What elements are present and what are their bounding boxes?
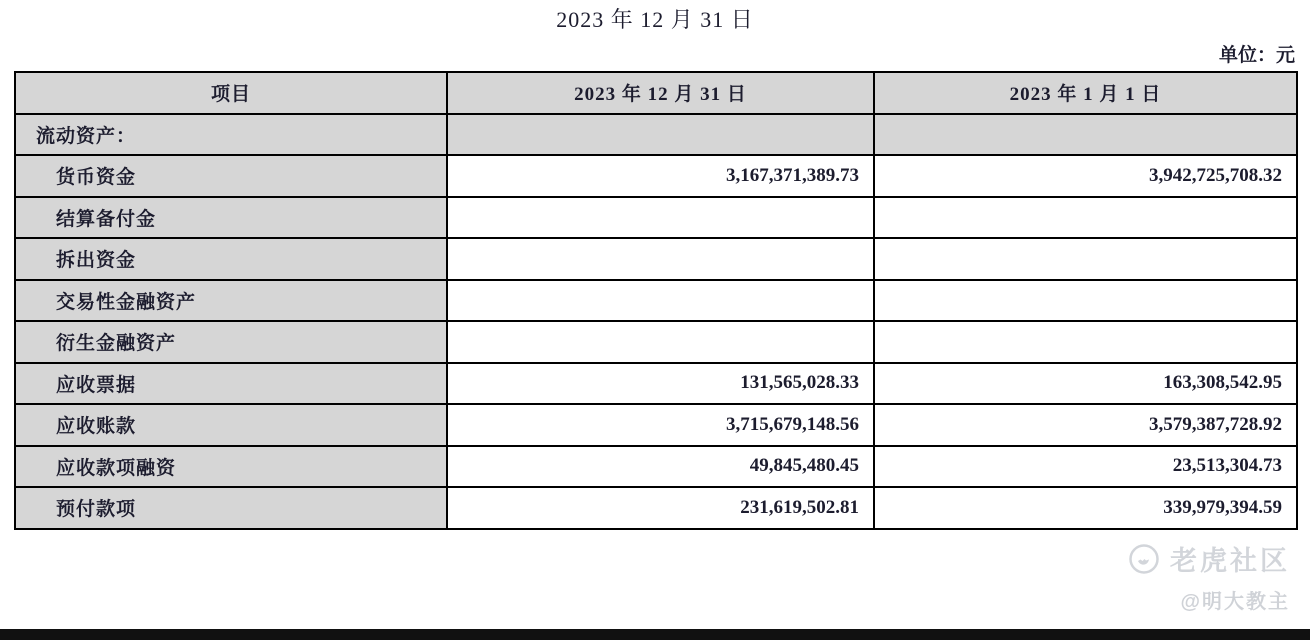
value-2023-01-01 <box>874 238 1297 280</box>
value-2023-01-01: 339,979,394.59 <box>874 487 1297 529</box>
table-header-row <box>15 72 1297 114</box>
value-2023-12-31: 49,845,480.45 <box>447 446 874 488</box>
row-label: 结算备付金 <box>15 197 447 239</box>
table-body <box>15 114 1297 529</box>
row-label: 应收款项融资 <box>15 446 447 488</box>
value-2023-01-01: 163,308,542.95 <box>874 363 1297 405</box>
row-label: 流动资产： <box>15 114 447 156</box>
table-row <box>15 114 1297 156</box>
table-row <box>15 404 1297 446</box>
watermark <box>1128 539 1290 614</box>
value-2023-01-01 <box>874 280 1297 322</box>
value-2023-12-31 <box>447 114 874 156</box>
value-2023-01-01 <box>874 114 1297 156</box>
table-row <box>15 238 1297 280</box>
column-header-2023-01-01: 2023 年 1 月 1 日 <box>874 72 1297 114</box>
row-label: 拆出资金 <box>15 238 447 280</box>
value-2023-12-31: 3,715,679,148.56 <box>447 404 874 446</box>
value-2023-12-31: 3,167,371,389.73 <box>447 155 874 197</box>
table-row <box>15 197 1297 239</box>
table-row <box>15 280 1297 322</box>
watermark-brand: 老虎社区 <box>1170 546 1290 576</box>
row-label: 衍生金融资产 <box>15 321 447 363</box>
watermark-author: @明大教主 <box>1180 591 1290 613</box>
value-2023-12-31 <box>447 197 874 239</box>
table-row <box>15 487 1297 529</box>
table-row <box>15 363 1297 405</box>
row-label: 应收票据 <box>15 363 447 405</box>
row-label: 交易性金融资产 <box>15 280 447 322</box>
value-2023-01-01 <box>874 321 1297 363</box>
value-2023-01-01: 3,579,387,728.92 <box>874 404 1297 446</box>
column-header-item: 项目 <box>15 72 447 114</box>
table-row <box>15 446 1297 488</box>
row-label: 货币资金 <box>15 155 447 197</box>
value-2023-01-01: 3,942,725,708.32 <box>874 155 1297 197</box>
value-2023-01-01 <box>874 197 1297 239</box>
unit-label: 单位：元 <box>1218 45 1295 66</box>
column-header-2023-12-31: 2023 年 12 月 31 日 <box>447 72 874 114</box>
row-label: 预付款项 <box>15 487 447 529</box>
value-2023-12-31: 231,619,502.81 <box>447 487 874 529</box>
value-2023-12-31 <box>447 238 874 280</box>
value-2023-01-01: 23,513,304.73 <box>874 446 1297 488</box>
balance-sheet-table <box>14 71 1298 530</box>
page-title: 2023 年 12 月 31 日 <box>556 7 754 32</box>
row-label: 应收账款 <box>15 404 447 446</box>
value-2023-12-31 <box>447 280 874 322</box>
tiger-logo-icon <box>1128 543 1160 575</box>
table-row <box>15 321 1297 363</box>
value-2023-12-31: 131,565,028.33 <box>447 363 874 405</box>
bottom-bar <box>0 629 1310 640</box>
value-2023-12-31 <box>447 321 874 363</box>
table-row <box>15 155 1297 197</box>
